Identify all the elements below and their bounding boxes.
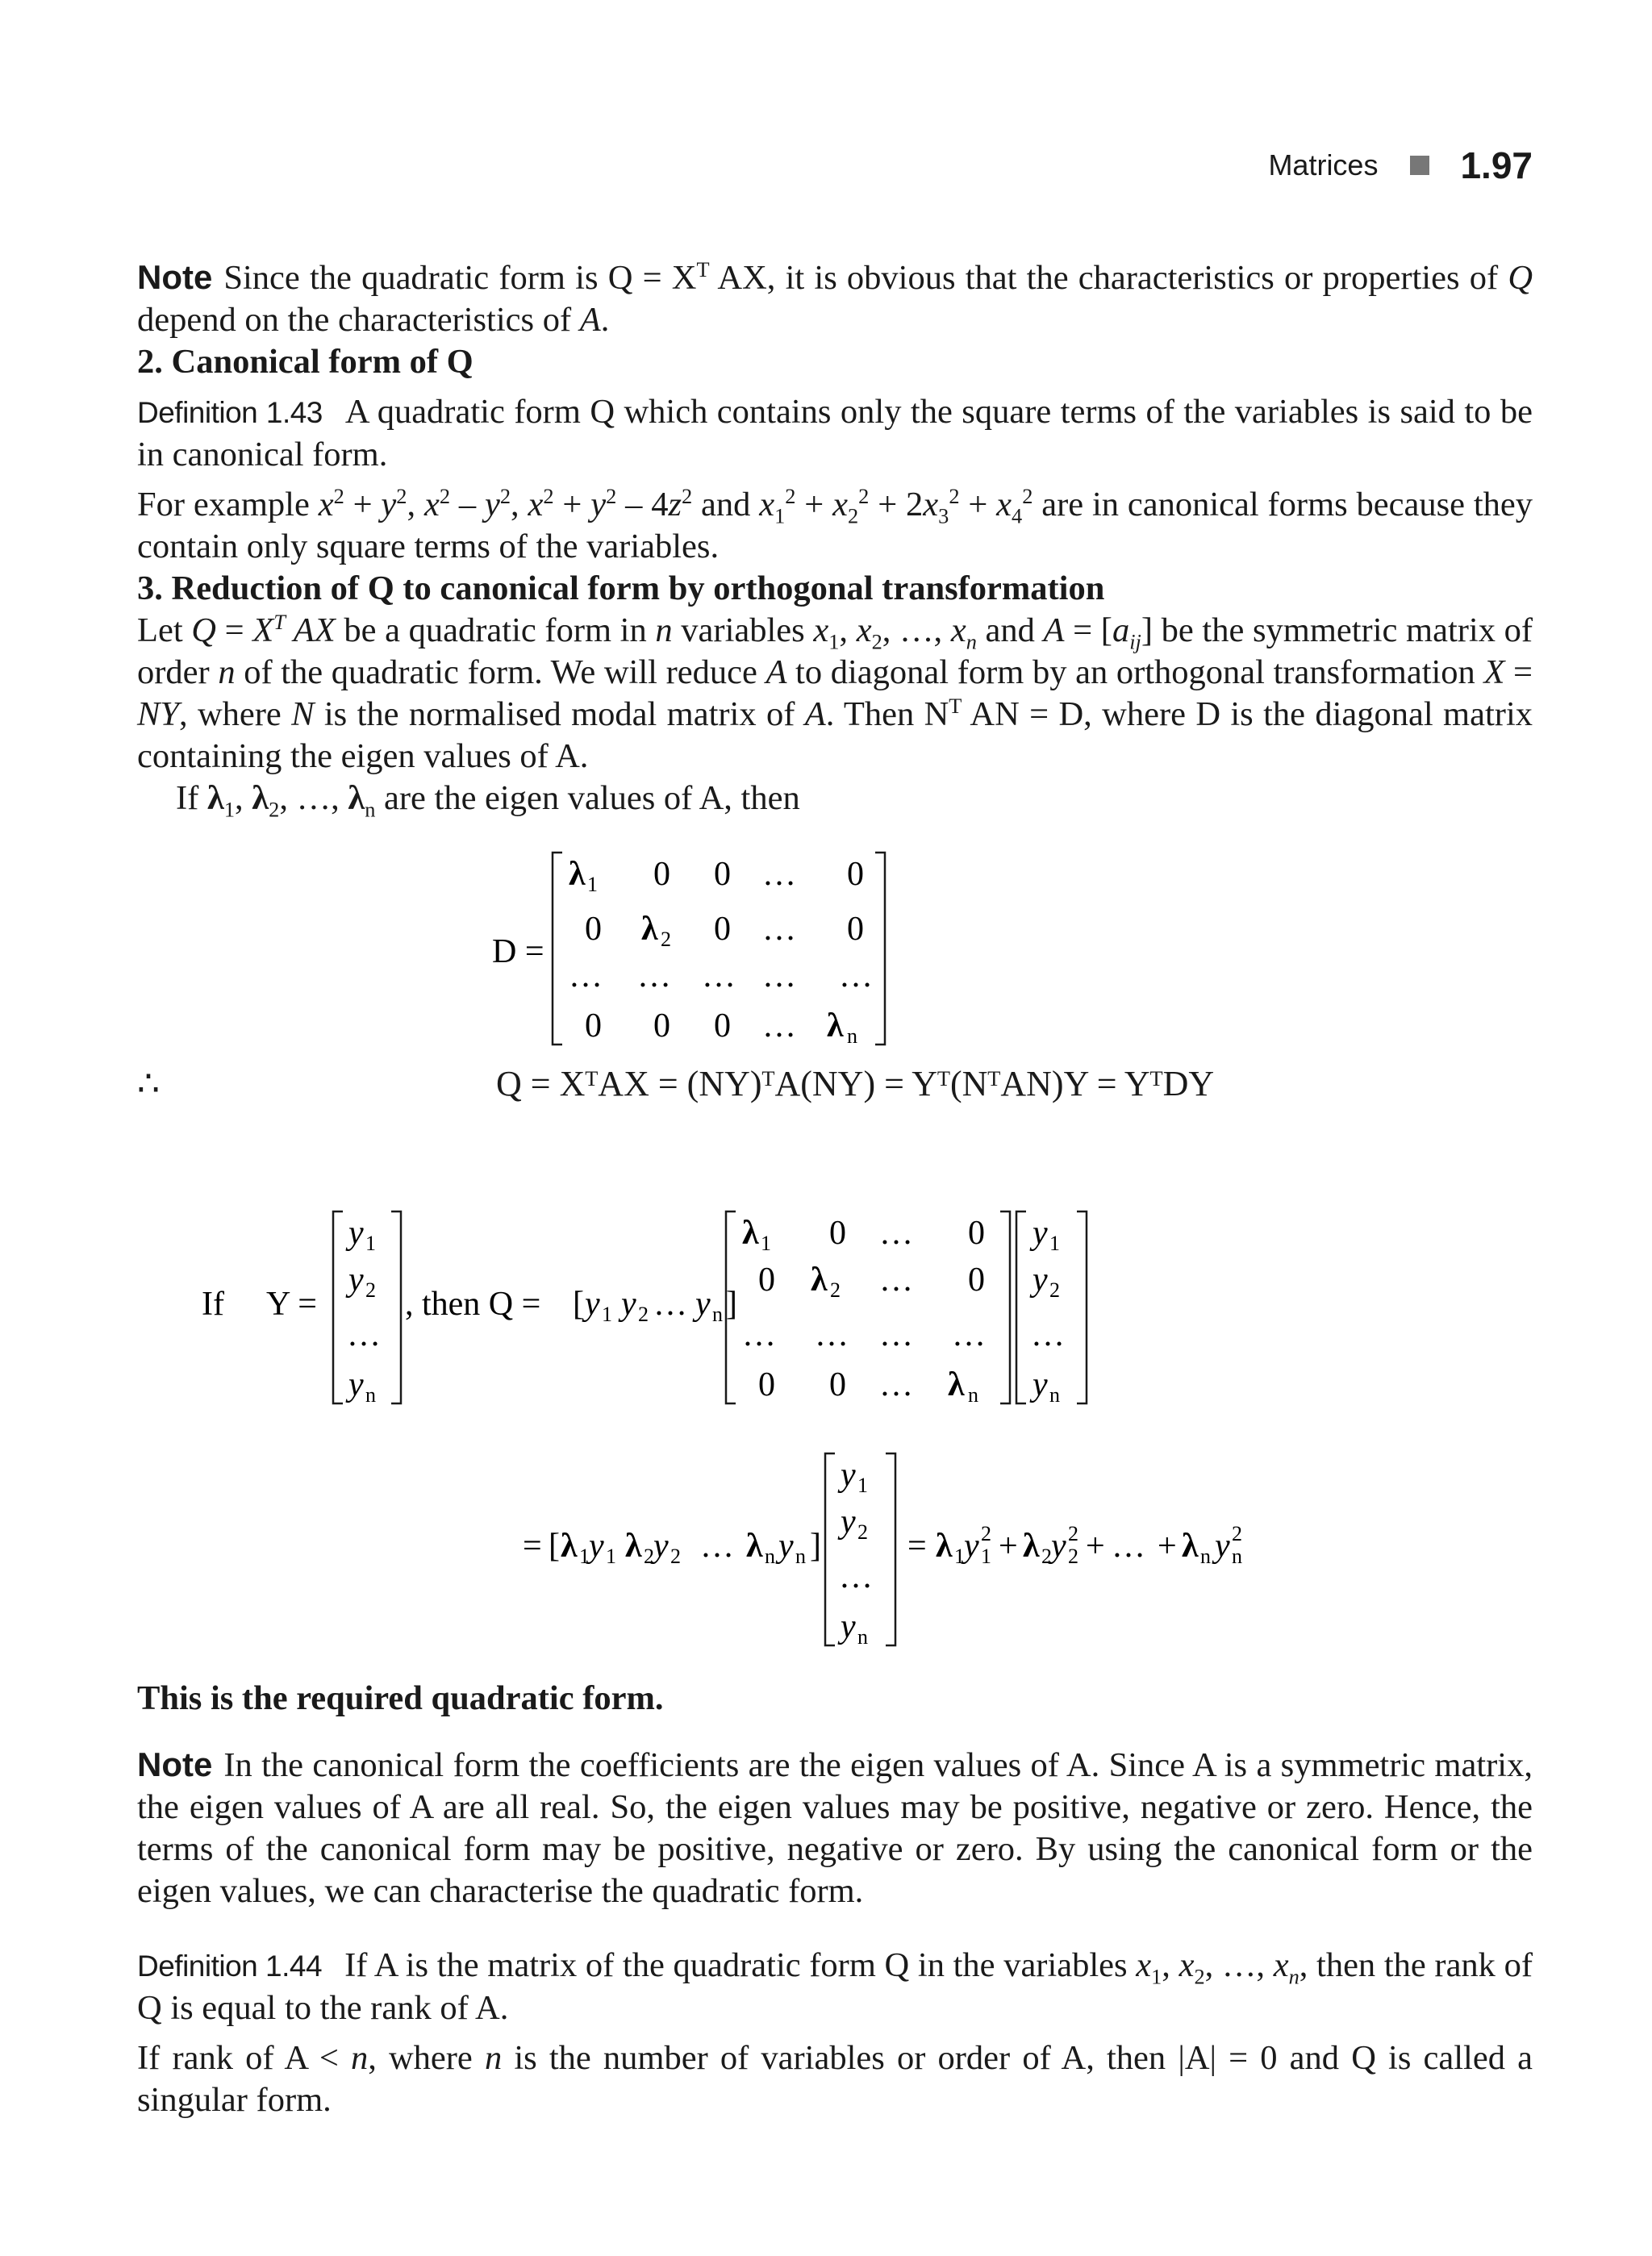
svg-text:2: 2 xyxy=(638,1303,649,1326)
svg-text:0: 0 xyxy=(585,1007,602,1045)
svg-text:…: … xyxy=(815,1316,849,1353)
svg-text:y: y xyxy=(841,1608,856,1645)
svg-text:n: n xyxy=(712,1303,723,1326)
svg-text:0: 0 xyxy=(714,1007,731,1045)
svg-text:y: y xyxy=(1032,1261,1048,1299)
closing-section xyxy=(137,1678,1533,2121)
svg-text:0: 0 xyxy=(829,1366,846,1403)
svg-text:…: … xyxy=(702,957,736,995)
svg-text:n: n xyxy=(1232,1545,1242,1568)
svg-text:Y =: Y = xyxy=(266,1286,317,1323)
svg-text:λ: λ xyxy=(936,1528,953,1565)
svg-text:0: 0 xyxy=(758,1261,775,1299)
svg-text:=: = xyxy=(907,1528,927,1565)
svg-text:1: 1 xyxy=(602,1303,612,1326)
svg-text:, then Q =: , then Q = xyxy=(405,1286,541,1323)
svg-text:1: 1 xyxy=(761,1232,771,1255)
svg-text:λ: λ xyxy=(569,856,586,893)
svg-text:0: 0 xyxy=(968,1261,985,1299)
svg-text:λ: λ xyxy=(561,1528,578,1565)
svg-text:…: … xyxy=(839,1558,873,1595)
eigen-values-line: If $\lambda_1$, $\lambda_2$, …, $\lambda_n$ are the eigen values of A, then xyxy=(176,779,800,822)
svg-text:]: ] xyxy=(810,1528,821,1565)
svg-text:2: 2 xyxy=(857,1520,868,1544)
svg-text:n: n xyxy=(847,1024,857,1048)
heading-reduction: 3. Reduction of Q to canonical form by orthogonal transformation xyxy=(137,569,1105,607)
svg-text:2: 2 xyxy=(670,1545,681,1568)
svg-text:0: 0 xyxy=(653,856,670,893)
svg-text:λ: λ xyxy=(948,1366,965,1403)
page-body xyxy=(137,256,1533,822)
svg-text:0: 0 xyxy=(714,911,731,948)
svg-text:y: y xyxy=(1032,1366,1048,1403)
note-label: Note xyxy=(137,1745,213,1783)
svg-text:0: 0 xyxy=(968,1215,985,1252)
svg-text:2: 2 xyxy=(661,928,671,951)
svg-text:+: + xyxy=(1086,1528,1105,1565)
therefore-symbol: ∴ xyxy=(137,1064,160,1103)
header-square-icon xyxy=(1410,156,1429,175)
svg-text:2: 2 xyxy=(1041,1545,1052,1568)
svg-text:λ: λ xyxy=(746,1528,763,1565)
svg-text:2: 2 xyxy=(365,1278,376,1302)
svg-text:…: … xyxy=(952,1316,986,1353)
svg-text:1: 1 xyxy=(587,873,598,896)
svg-text:If: If xyxy=(202,1286,224,1323)
canonical-example: For example $x^2 + y^2$, $x^2 - y^2$, $x^2 + y^2 - 4z^2$ and $x_1^2 + x_2^2 + 2x_3^2 + x_4^2$ are in canonical forms because they contain only square terms of the variables. xyxy=(137,484,1533,565)
svg-text:…: … xyxy=(569,957,603,995)
note-label: Note xyxy=(137,258,213,296)
section-name: Matrices xyxy=(1268,148,1379,181)
svg-text:λ: λ xyxy=(641,911,658,948)
svg-text:…: … xyxy=(762,856,796,893)
svg-text:…: … xyxy=(879,1316,913,1353)
svg-text:…: … xyxy=(762,957,796,995)
svg-text:…: … xyxy=(637,957,671,995)
svg-text:…: … xyxy=(700,1528,734,1565)
svg-text:+: + xyxy=(1158,1528,1177,1565)
svg-text:λ: λ xyxy=(1182,1528,1199,1565)
svg-text:y: y xyxy=(1051,1528,1066,1565)
svg-text:…: … xyxy=(879,1366,913,1403)
svg-text:n: n xyxy=(795,1545,806,1568)
svg-text:2: 2 xyxy=(1232,1522,1242,1545)
svg-text:0: 0 xyxy=(653,1007,670,1045)
svg-text:1: 1 xyxy=(606,1545,616,1568)
svg-text:…: … xyxy=(762,911,796,948)
svg-text:2: 2 xyxy=(1068,1522,1078,1545)
svg-text:n: n xyxy=(857,1625,868,1649)
svg-text:y: y xyxy=(621,1286,636,1323)
svg-text:y: y xyxy=(964,1528,979,1565)
matrix-d xyxy=(484,843,903,1053)
svg-text:y: y xyxy=(841,1503,856,1541)
required-form-statement: This is the required quadratic form. xyxy=(137,1679,664,1717)
svg-text:0: 0 xyxy=(758,1366,775,1403)
svg-text:0: 0 xyxy=(585,911,602,948)
svg-text:1: 1 xyxy=(1049,1232,1060,1255)
svg-text:y: y xyxy=(841,1457,856,1494)
svg-text:1: 1 xyxy=(365,1232,376,1255)
svg-text:y: y xyxy=(589,1528,604,1565)
note-2: Note In the canonical form the coefficients are the eigen values of A. Since A is a symmetric matrix, the eigen values of A are all real. So, the eigen values may be positive, negative or zero. Hence, the terms of the canonical form may be positive, negative or zero. By using the canonical form or the eigen values, we can characterise the quadratic form. xyxy=(137,1745,1533,1910)
svg-text:1: 1 xyxy=(857,1474,868,1497)
q-expansion-equation xyxy=(202,1202,1097,1412)
svg-text:…: … xyxy=(742,1316,776,1353)
svg-text:2: 2 xyxy=(644,1545,654,1568)
svg-text:1: 1 xyxy=(579,1545,590,1568)
svg-text:y: y xyxy=(1215,1528,1230,1565)
svg-text:2: 2 xyxy=(830,1278,841,1302)
svg-text:0: 0 xyxy=(847,911,864,948)
svg-text:[: [ xyxy=(573,1286,584,1323)
svg-text:λ: λ xyxy=(625,1528,642,1565)
svg-text:y: y xyxy=(1032,1215,1048,1252)
svg-text:n: n xyxy=(1200,1545,1211,1568)
svg-text:1: 1 xyxy=(954,1545,965,1568)
svg-text:…: … xyxy=(839,957,873,995)
svg-text:λ: λ xyxy=(827,1007,844,1045)
svg-text:n: n xyxy=(968,1383,978,1407)
svg-text:…: … xyxy=(653,1286,687,1323)
svg-text:0: 0 xyxy=(847,856,864,893)
definition-label: Definition 1.43 xyxy=(137,396,323,429)
svg-text:n: n xyxy=(765,1545,775,1568)
svg-text:[: [ xyxy=(549,1528,560,1565)
singular-form-paragraph: If rank of A < n, where n is the number of variables or order of A, then |A| = 0 and Q is called a singular form. xyxy=(137,2039,1533,2119)
definition-1-44: Definition 1.44 If A is the matrix of the quadratic form Q in the variables $x_1$, $x_2$, …, $x_n$, then the rank of Q is equal to the rank of A. xyxy=(137,1946,1533,2027)
svg-text:…: … xyxy=(762,1007,796,1045)
svg-text:y: y xyxy=(653,1528,669,1565)
svg-text:…: … xyxy=(879,1215,913,1252)
svg-text:2: 2 xyxy=(1049,1278,1060,1302)
svg-text:y: y xyxy=(348,1261,364,1299)
svg-text:n: n xyxy=(1049,1383,1060,1407)
svg-text:y: y xyxy=(695,1286,711,1323)
svg-text:y: y xyxy=(348,1366,364,1403)
svg-text:+: + xyxy=(999,1528,1018,1565)
svg-text:n: n xyxy=(365,1383,376,1407)
svg-text:…: … xyxy=(1031,1316,1065,1353)
svg-text:y: y xyxy=(348,1215,364,1252)
d-label: D = xyxy=(492,933,544,970)
svg-text:λ: λ xyxy=(1023,1528,1040,1565)
svg-text:…: … xyxy=(347,1316,381,1353)
svg-text:λ: λ xyxy=(811,1261,828,1299)
svg-text:1: 1 xyxy=(981,1545,991,1568)
svg-text:]: ] xyxy=(726,1286,737,1323)
heading-canonical-form: 2. Canonical form of Q xyxy=(137,343,473,381)
svg-text:y: y xyxy=(778,1528,794,1565)
note-1: Note Since the quadratic form is $Q = X^T$ AX, it is obvious that the characteristics or properties of Q depend on the characteristics of A. xyxy=(137,257,1533,339)
svg-text:=: = xyxy=(523,1528,542,1565)
q-transformation-equation: Q = XᵀAX = (NY)ᵀA(NY) = Yᵀ(NᵀAN)Y = YᵀDY xyxy=(496,1064,1215,1103)
svg-text:y: y xyxy=(585,1286,600,1323)
svg-text:0: 0 xyxy=(714,856,731,893)
definition-label: Definition 1.44 xyxy=(137,1950,323,1983)
svg-text:2: 2 xyxy=(981,1522,991,1545)
svg-text:2: 2 xyxy=(1068,1545,1078,1568)
definition-1-43: Definition 1.43 A quadratic form Q which contains only the square terms of the variables is said to be in canonical form. xyxy=(137,393,1533,473)
svg-text:…: … xyxy=(1112,1528,1145,1565)
svg-text:…: … xyxy=(879,1261,913,1299)
svg-text:λ: λ xyxy=(742,1215,759,1252)
reduction-paragraph: Let $Q = X^T$ AX be a quadratic form in n variables $x_1$, $x_2$, …, $x_n$ and $A = [a_{ij}]$ be the symmetric matrix of order n of the quadratic form. We will reduce A to diagonal form by an orthogonal transformation X = NY, where N is the normalised modal matrix of A. Then $N^T$ AN = D, where D is the diagonal matrix containing the eigen values of A. xyxy=(137,610,1533,775)
canonical-result-equation xyxy=(516,1444,1307,1653)
page-number: 1.97 xyxy=(1460,144,1533,186)
svg-text:0: 0 xyxy=(829,1215,846,1252)
running-header xyxy=(1268,144,1533,187)
